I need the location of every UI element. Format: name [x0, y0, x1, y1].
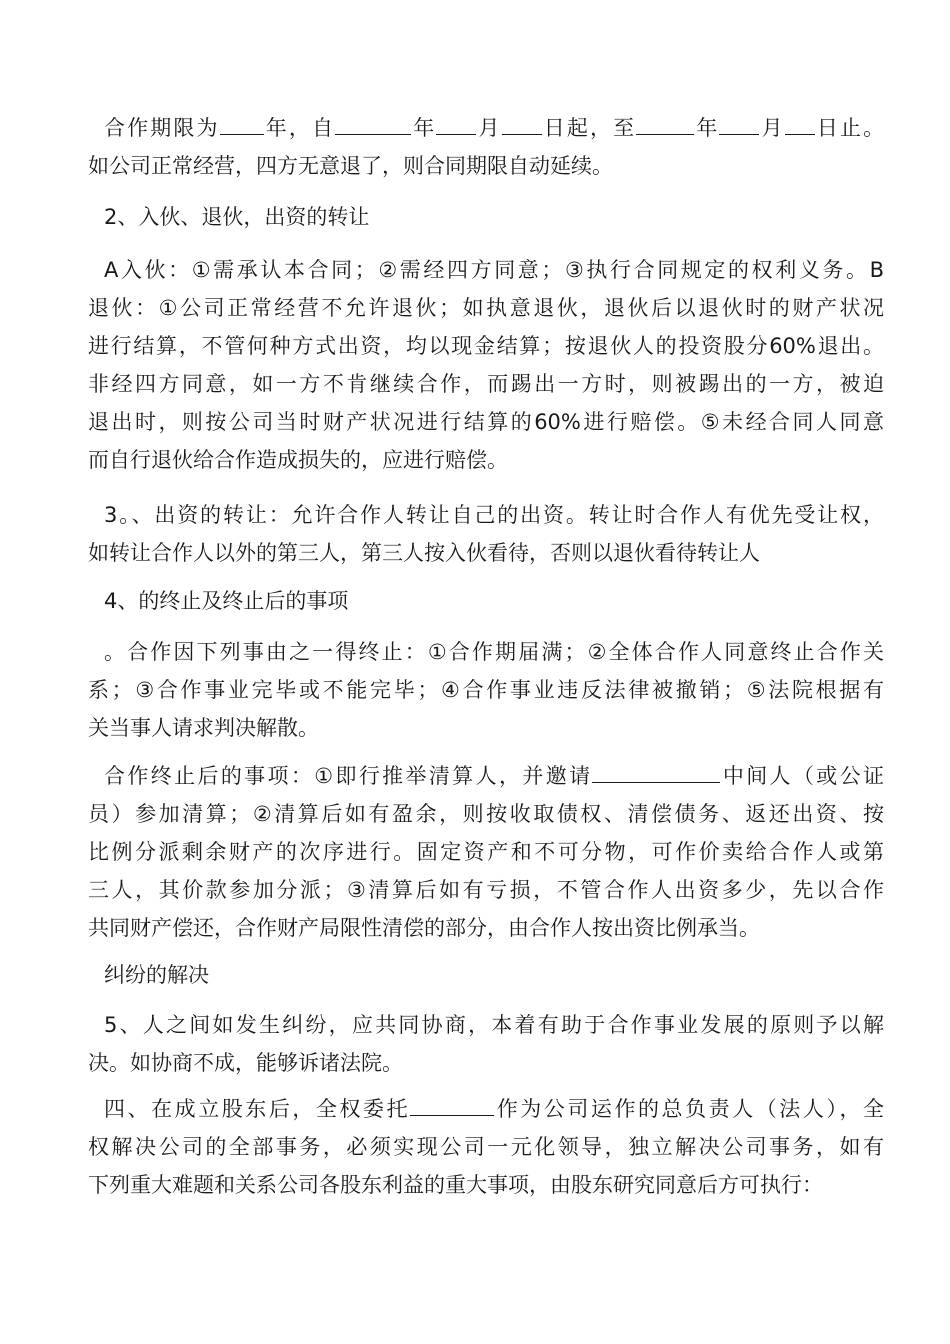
text-segment: A入伙：①需承认本合同；②需经四方同意；③执行合同规定的权利义务。B	[104, 258, 884, 282]
text-segment: 日起，至	[541, 116, 637, 140]
text-line	[88, 327, 884, 365]
text-segment: 月	[476, 116, 502, 140]
paragraph-join-withdraw	[88, 251, 884, 479]
text-segment: 权解决公司的全部事务，必须实现公司一元化领导，独立解决公司事务，如有	[88, 1135, 884, 1159]
text-segment: 月	[759, 116, 785, 140]
text-segment: 合作期限为	[104, 116, 220, 140]
text-segment: 进行结算，不管何种方式出资，均以现金结算；按退伙人的投资股分60%退出。	[88, 334, 884, 358]
text-segment: 退出时，则按公司当时财产状况进行结算的60%进行赔偿。⑤未经合同人同意	[88, 410, 884, 434]
text-segment: 日止。	[814, 116, 885, 140]
text-segment: 而自行退伙给合作造成损失的，应进行赔偿。	[88, 448, 508, 472]
fill-in-blank	[719, 112, 759, 135]
text-segment: 3。、出资的转让：允许合作人转让自己的出资。转让时合作人有优先受让权，	[104, 503, 884, 527]
text-segment: 非经四方同意，如一方不肯继续合作，而踢出一方时，则被踢出的一方，被迫	[88, 372, 884, 396]
fill-in-blank	[335, 112, 411, 135]
text-line	[88, 871, 884, 909]
text-line	[104, 198, 884, 236]
fill-in-blank	[502, 112, 542, 135]
text-line	[88, 833, 884, 871]
text-segment: 。合作因下列事由之一得终止：①合作期届满；②全体合作人同意终止合作关	[104, 640, 884, 664]
text-line	[88, 365, 884, 403]
text-segment: 如转让合作人以外的第三人，第三人按入伙看待，否则以退伙看待转让人	[88, 541, 760, 565]
fill-in-blank	[592, 760, 720, 783]
text-segment: 4、的终止及终止后的事项	[104, 589, 349, 613]
fill-in-blank	[410, 1093, 494, 1116]
text-segment: 如公司正常经营，四方无意退了，则合同期限自动延续。	[88, 154, 613, 178]
text-segment: 年	[411, 116, 437, 140]
paragraph-section-4	[88, 1090, 884, 1204]
text-segment: 中间人（或公证	[720, 764, 885, 788]
text-segment: 合作终止后的事项：①即行推举清算人，并邀请	[104, 764, 593, 788]
text-segment: 年，自	[263, 116, 336, 140]
text-line	[88, 1044, 884, 1082]
text-line	[88, 289, 884, 327]
text-segment: 5、人之间如发生纠纷，应共同协商，本着有助于合作事业发展的原则予以解	[104, 1013, 884, 1037]
text-segment: 2、入伙、退伙，出资的转让	[104, 205, 370, 229]
text-line	[104, 1090, 884, 1128]
text-line	[88, 909, 884, 947]
text-line	[88, 403, 884, 441]
heading-2	[88, 198, 884, 236]
text-line	[88, 147, 884, 185]
text-line	[88, 795, 884, 833]
fill-in-blank	[220, 112, 264, 135]
paragraph-dispute	[88, 1006, 884, 1082]
heading-dispute	[88, 956, 884, 994]
text-line	[104, 582, 884, 620]
paragraph-transfer	[88, 496, 884, 572]
text-segment: 四、在成立股东后，全权委托	[104, 1097, 411, 1121]
text-segment: 员）参加清算；②清算后如有盈余，则按收取债权、清偿债务、返还出资、按	[88, 802, 884, 826]
text-segment: 作为公司运作的总负责人（法人），全	[494, 1097, 885, 1121]
paragraph-term	[88, 109, 884, 185]
text-segment: 系；③合作事业完毕或不能完毕；④合作事业违反法律被撤销；⑤法院根据有	[88, 678, 884, 702]
paragraph-after-termination	[88, 757, 884, 947]
text-line	[104, 109, 884, 147]
text-line	[88, 709, 884, 747]
text-line	[88, 441, 884, 479]
text-segment: 纠纷的解决	[104, 963, 209, 987]
text-line	[104, 956, 884, 994]
text-line	[104, 496, 884, 534]
text-line	[88, 1166, 884, 1204]
text-segment: 年	[694, 116, 720, 140]
text-segment: 下列重大难题和关系公司各股东利益的重大事项，由股东研究同意后方可执行：	[88, 1173, 823, 1197]
text-line	[104, 251, 884, 289]
fill-in-blank	[436, 112, 476, 135]
text-line	[88, 671, 884, 709]
heading-4	[88, 582, 884, 620]
text-line	[88, 534, 884, 572]
text-line	[104, 633, 884, 671]
text-line	[104, 1006, 884, 1044]
text-segment: 决。如协商不成，能够诉诸法院。	[88, 1051, 403, 1075]
text-line	[104, 757, 884, 795]
text-segment: 三人，其价款参加分派；③清算后如有亏损，不管合作人出资多少，先以合作	[88, 878, 884, 902]
text-segment: 共同财产偿还，合作财产局限性清偿的部分，由合作人按出资比例承当。	[88, 916, 760, 940]
paragraph-termination	[88, 633, 884, 747]
text-line	[88, 1128, 884, 1166]
text-segment: 退伙：①公司正常经营不允许退伙；如执意退伙，退伙后以退伙时的财产状况	[88, 296, 884, 320]
text-segment: 比例分派剩余财产的次序进行。固定资产和不可分物，可作价卖给合作人或第	[88, 840, 884, 864]
fill-in-blank	[636, 112, 694, 135]
text-segment: 关当事人请求判决解散。	[88, 716, 319, 740]
fill-in-blank	[785, 112, 815, 135]
